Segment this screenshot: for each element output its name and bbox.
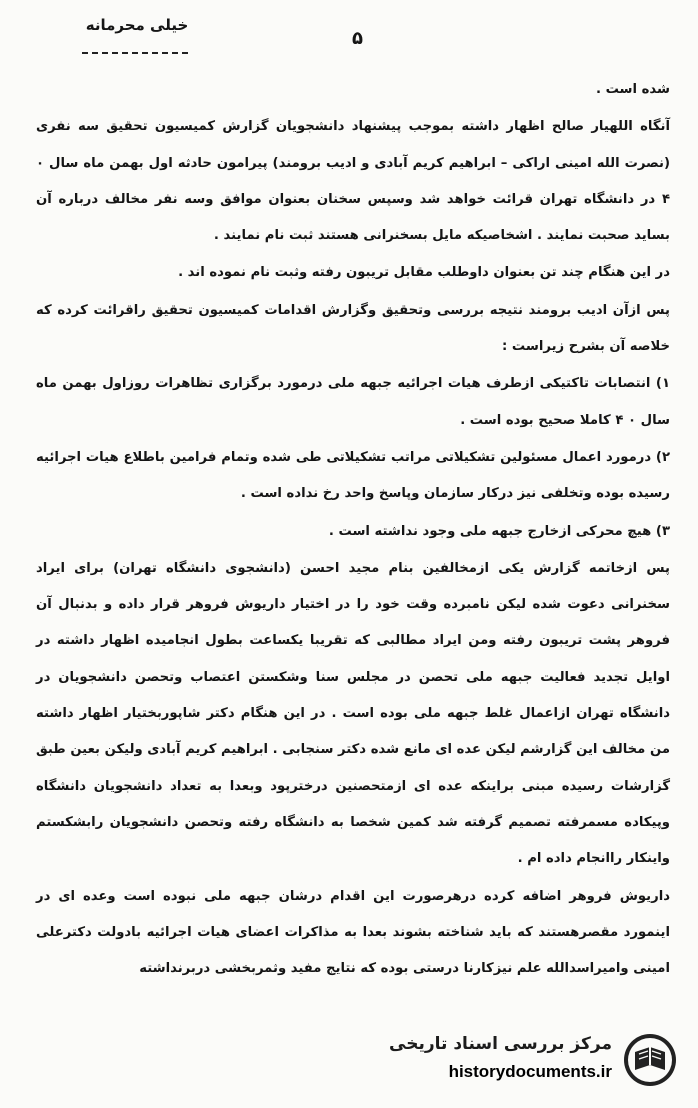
classification-stamp: خیلی محرمانه [85,16,189,34]
list-item: ۳) هیچ محرکی ازخارج جبهه ملی وجود نداشته است . [328,523,670,539]
paragraph: داریوش فروهر اضافه کرده درهرصورت این اقدام درشان جبهه ملی نبوده است وعده ای در اینمورد مقصرهستند که باید شناخته بشوند بعدا به مذاکرات اعضای هیات اجرائیه بادولت دکترعلی امینی وامیراسدالله علم نیزکارنا درستی بوده که نتایج مفید وثمربخشی دربرنداشته [36,888,670,977]
paragraph: پس ازآن ادیب برومند نتیجه بررسی وتحقیق وگزارش اقدامات کمیسیون تحقیق راقرائت کرده که خلاصه آن بشرح زیراست : [36,302,670,355]
paragraph: آنگاه اللهیار صالح اظهار داشته بموجب پیشنهاد دانشجویان گزارش کمیسیون تحقیق سه نفری (نصرت الله امینی اراکی – ابراهیم کریم آبادی و ادیب برومند) پیرامون حادثه اول بهمن ماه سال ۰ ۴ در دانشگاه تهران قرائت خواهد شد وسپس سخنان بعنوان موافق وسه نفر مخالف درباره آن بساید صحبت نمایند . اشخاصیکه مایل بسخنرانی هستند ثبت نام نمایند . [36,119,670,244]
page-number: ۵ [352,28,363,49]
paragraph: پس ازخاتمه گزارش یکی ازمخالفین بنام مجید احسن (دانشجوی دانشگاه تهران) برای ایراد سخنرانی دعوت شده لیکن نامبرده وقت خود را در اختیار داریوش فروهر قرار داده و بدنبال آن فروهر پشت تریبون رفته ومن ایراد مطالبی که تقریبا یکساعت بطول انجامیده اظهار داشته در اوایل تجدید فعالیت جبهه ملی تحصن در مجلس سنا وشکستن اعتصاب وتحصن دانشجویان در دانشگاه تهران ازاعمال غلط جبهه ملی بوده است . در این هنگام دکتر شاپوربختیار اظهار داشته من مخالف این گزارشم لیکن عده ای مانع شده دکتر سنجابی . ابراهیم کریم آبادی ولیکن بعین طبق گزارشات رسیده مبنی براینکه عده ای ازمتحصنین درخترپود وبعدا به تعداد دانشجویان دانشگاه وپیکاده مسمرفته تصمیم گرفته شد کمین شخصا به دانشگاه رفته وتحصن دانشجویان رابشکستم واینکار راانجام داده ام . [36,560,670,867]
list-item: ۲) درمورد اعمال مسئولین تشکیلاتی مراتب تشکیلاتی طی شده وتمام فرامین باطلاع هیات اجرائیه رسیده بوده وتخلفی نیز درکار سازمان وپاسخ واحد رخ نداده است . [36,449,670,502]
watermark-site: historydocuments.ir [448,1062,612,1081]
paragraph: در این هنگام چند تن بعنوان داوطلب مقابل تریبون رفته وثبت نام نموده اند . [178,265,670,281]
book-emblem-icon [622,1032,678,1088]
list-item: ۱) انتصابات تاکتیکی ازطرف هیات اجرائیه جبهه ملی درمورد برگزاری تظاهرات روزاول بهمن ماه سال ۰ ۴ کاملا صحیح بوده است . [36,376,670,428]
paragraph: شده است . [595,82,670,97]
document-body [36,72,670,987]
classification-underline [82,52,188,54]
archive-watermark [388,1026,678,1092]
watermark-title: مرکز بررسی اسناد تاریخی [389,1034,612,1054]
